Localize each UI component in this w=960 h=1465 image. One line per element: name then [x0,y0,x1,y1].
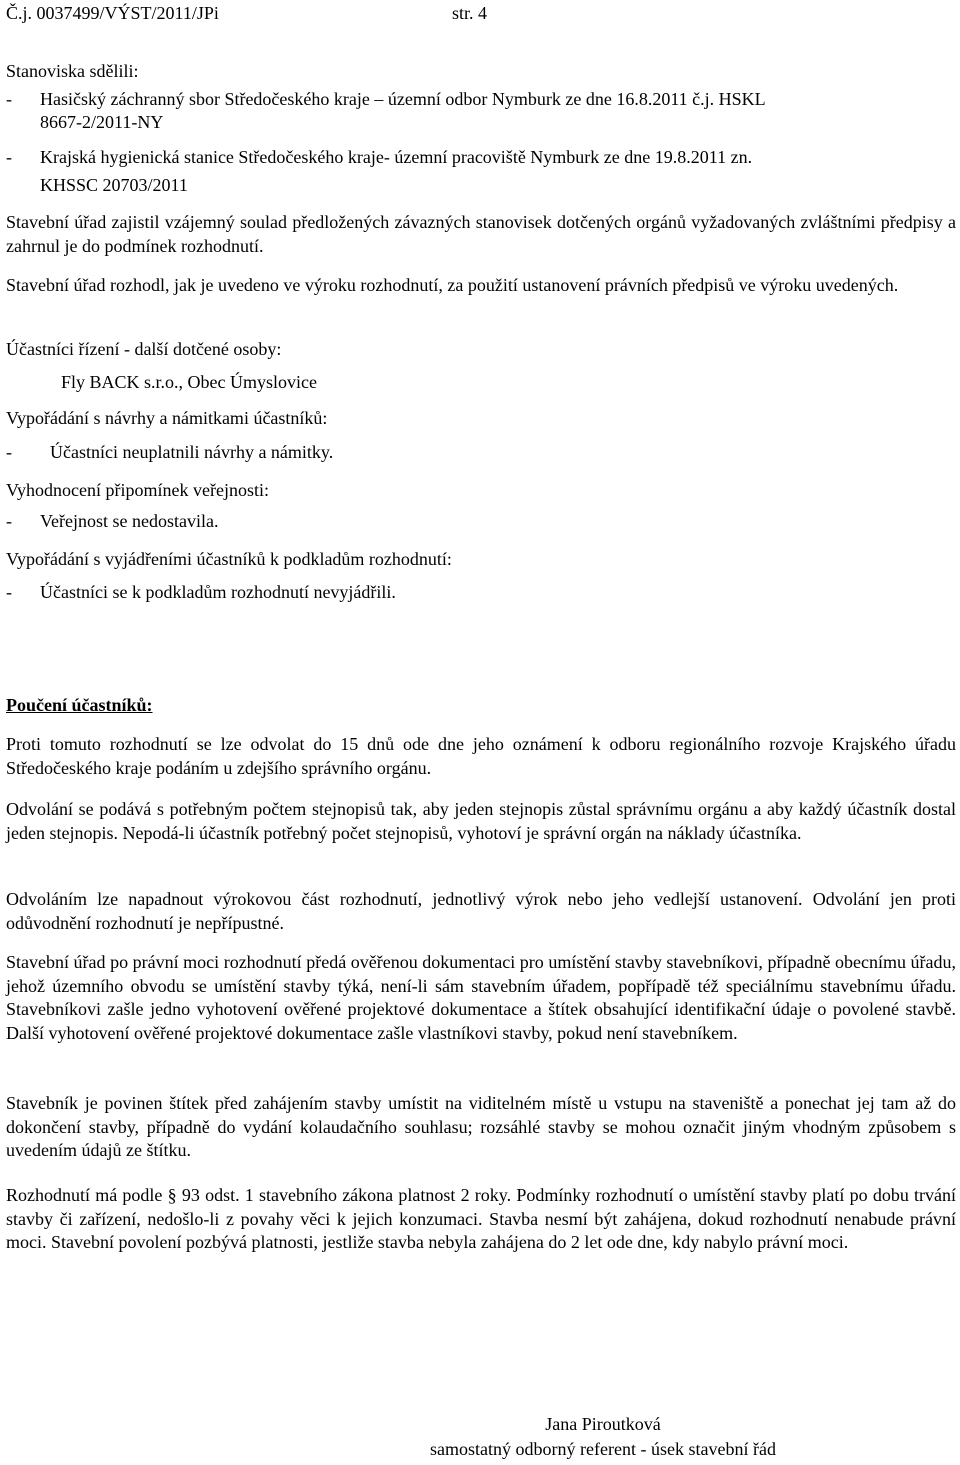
section-reference: § 93 [167,1185,200,1205]
statements-heading: Vypořádání s vyjádřeními účastníků k podkladům rozhodnutí: [6,549,452,569]
opinion-item-line2: 8667-2/2011-NY [40,112,164,132]
statements-text: Účastníci se k podkladům rozhodnutí nevyjádřili. [40,582,396,602]
reference-number: Č.j. 0037499/VÝST/2011/JPi [6,3,219,23]
opinion-item-line2: KHSSC 20703/2011 [40,175,188,195]
list-dash: - [6,147,12,167]
proposals-heading: Vypořádání s návrhy a námitkami účastníků: [6,408,328,428]
list-dash: - [6,582,12,602]
list-dash: - [6,511,12,531]
participants-names: Fly BACK s.r.o., Obec Úmyslovice [61,372,317,392]
instruction-paragraph-copies: Odvolání se podává s potřebným počtem stejnopisů tak, aby jeden stejnopis zůstal správnímu orgánu a aby každý účastník dostal jeden stejnopis. Nepodá-li účastník potřebný počet stejnopisů, vyhotoví je správní orgán na náklady účastníka. [6,799,956,843]
signature-title: samostatný odborný referent - úsek stavební řád [430,1439,776,1459]
paragraph-harmony: Stavební úřad zajistil vzájemný soulad předložených závazných stanovisek dotčených orgánů vyžadovaných zvláštními předpisy a zahrnul je do podmínek rozhodnutí. [6,212,956,256]
validity-text-after: odst. 1 stavebního zákona platnost 2 roky. Podmínky rozhodnutí o umístění stavby platí po dobu trvání stavby či zařízení, nedošlo-li z povahy věci k jejich konzumaci. Stavba nesmí být zahájena, dokud rozhodnutí nenabude právní moci. Stavební povolení pozbývá platnosti, jestliže stavba nebyla zahájena do 2 let ode dne, kdy nabylo právní moci. [6,1185,957,1252]
page-header [6,2,956,26]
proposals-text: Účastníci neuplatnili návrhy a námitky. [50,442,334,462]
list-dash: - [6,89,12,109]
instruction-heading: Poučení účastníků: [6,695,153,715]
instruction-paragraph-appeal: Proti tomuto rozhodnutí se lze odvolat do 15 dnů ode dne jeho oznámení k odboru regionálního rozvoje Krajského úřadu Středočeského kraje podáním u zdejšího správního orgánu. [6,734,956,778]
opinion-item-line1: Krajská hygienická stanice Středočeského kraje- územní pracoviště Nymburk ze dne 19.8.2011 zn. [40,147,753,167]
page-number: str. 4 [452,3,488,23]
instruction-paragraph-label: Stavebník je povinen štítek před zahájením stavby umístit na viditelném místě u vstupu na staveniště a ponechat jej tam až do dokončení stavby, případně do vydání kolaudačního souhlasu; rozsáhlé stavby se mohou označit jiným vhodným způsobem s uvedením údajů ze štítku. [6,1093,956,1160]
instruction-paragraph-documentation: Stavební úřad po právní moci rozhodnutí předá ověřenou dokumentaci pro umístění stavby stavebníkovi, případně obecnímu úřadu, jehož územního obvodu se umístění stavby týká, není-li sám stavebním úřadem, popřípadě též speciálnímu stavebnímu úřadu. Stavebníkovi zašle jedno vyhotovení ověřené projektové dokumentace a štítek obsahující identifikační údaje o povolené stavbě. Další vyhotovení ověřené projektové dokumentace zašle vlastníkovi stavby, pokud není stavebníkem. [6,952,956,1043]
public-heading: Vyhodnocení připomínek veřejnosti: [6,480,269,500]
list-dash: - [6,442,12,462]
validity-text-before: Rozhodnutí má podle [6,1185,163,1205]
signature-name: Jana Piroutková [545,1414,661,1434]
participants-heading: Účastníci řízení - další dotčené osoby: [6,339,282,359]
paragraph-decided: Stavební úřad rozhodl, jak je uvedeno ve výroku rozhodnutí, za použití ustanovení právních předpisů ve výroku uvedených. [6,275,899,295]
instruction-paragraph-validity [6,1184,956,1255]
opinions-heading: Stanoviska sdělili: [6,61,139,81]
public-text: Veřejnost se nedostavila. [40,511,219,531]
instruction-paragraph-scope: Odvoláním lze napadnout výrokovou část rozhodnutí, jednotlivý výrok nebo jeho vedlejší ustanovení. Odvolání jen proti odůvodnění rozhodnutí je nepřípustné. [6,889,956,933]
opinion-item-line1: Hasičský záchranný sbor Středočeského kraje – územní odbor Nymburk ze dne 16.8.2011 č.j. HSKL [40,89,766,109]
